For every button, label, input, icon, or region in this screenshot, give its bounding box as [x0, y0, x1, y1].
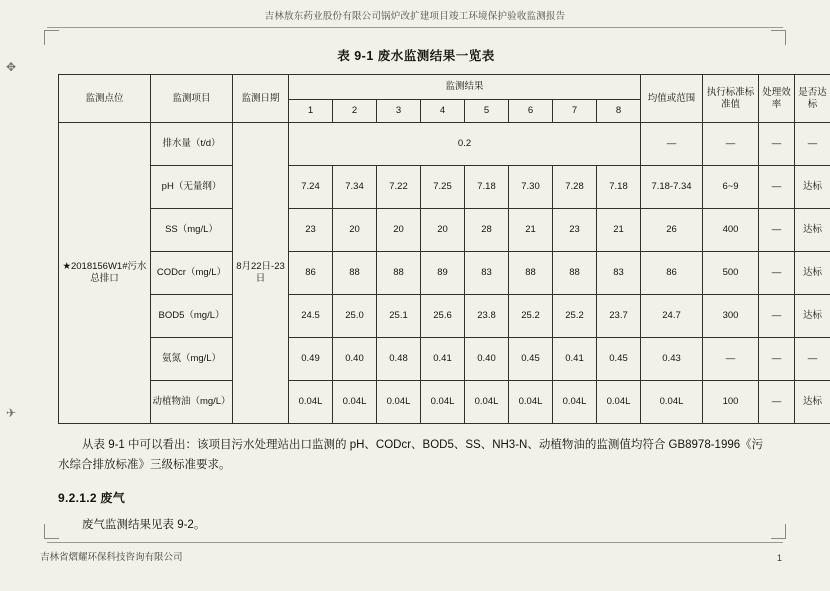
cell-result: 23.7 — [597, 295, 641, 338]
table-row — [59, 295, 830, 338]
cell-result: 25.6 — [421, 295, 465, 338]
cell-compliance: — — [795, 338, 830, 381]
header-standard: 执行标准标准值 — [703, 75, 759, 123]
cell-efficiency: — — [759, 166, 795, 209]
cell-mean: 24.7 — [641, 295, 703, 338]
cell-item: 氨氮（mg/L） — [151, 338, 233, 381]
cell-result: 0.45 — [509, 338, 553, 381]
cell-result: 23 — [553, 209, 597, 252]
cell-result: 24.5 — [289, 295, 333, 338]
cell-result: 25.1 — [377, 295, 421, 338]
cell-result: 0.49 — [289, 338, 333, 381]
table-title: 表 9-1 废水监测结果一览表 — [337, 49, 495, 63]
running-header: 吉林敖东药业股份有限公司锅炉改扩建项目竣工环境保护验收监测报告 — [264, 11, 566, 22]
cell-result: 0.04L — [553, 381, 597, 424]
table-row — [59, 209, 830, 252]
header-result-col: 8 — [597, 100, 641, 123]
cell-result: 20 — [421, 209, 465, 252]
header-result-col: 1 — [289, 100, 333, 123]
cell-item: CODcr（mg/L） — [151, 252, 233, 295]
cell-standard: 300 — [703, 295, 759, 338]
cell-result: 25.0 — [333, 295, 377, 338]
header-divider — [47, 27, 783, 28]
cell-result: 7.28 — [553, 166, 597, 209]
wastewater-monitoring-table — [58, 74, 830, 424]
cell-standard: 400 — [703, 209, 759, 252]
cell-result: 0.41 — [421, 338, 465, 381]
table-row — [59, 381, 830, 424]
table-row — [59, 252, 830, 295]
cell-mean: 0.43 — [641, 338, 703, 381]
crop-mark-top-left — [44, 30, 59, 45]
cell-result: 7.22 — [377, 166, 421, 209]
footer-page-number: 1 — [776, 553, 782, 563]
cell-site: ★2018156W1#污水总排口 — [59, 123, 151, 424]
cell-mean: 86 — [641, 252, 703, 295]
cell-result: 0.04L — [333, 381, 377, 424]
cell-merged-result: 0.2 — [289, 123, 641, 166]
cell-result: 0.41 — [553, 338, 597, 381]
cell-efficiency: — — [759, 209, 795, 252]
cell-compliance: 达标 — [795, 295, 830, 338]
header-result-col: 3 — [377, 100, 421, 123]
cell-standard: 500 — [703, 252, 759, 295]
cell-result: 0.04L — [289, 381, 333, 424]
cell-result: 0.04L — [465, 381, 509, 424]
footer-divider — [47, 542, 783, 543]
table-header-row-1 — [59, 75, 830, 100]
cell-result: 88 — [509, 252, 553, 295]
cell-date: 8月22日-23日 — [233, 123, 289, 424]
cell-item: 排水量（t/d） — [151, 123, 233, 166]
cell-result: 88 — [333, 252, 377, 295]
header-compliance: 是否达标 — [795, 75, 830, 123]
header-mean-range: 均值或范围 — [641, 75, 703, 123]
header-site: 监测点位 — [59, 75, 151, 123]
cell-efficiency: — — [759, 123, 795, 166]
cell-result: 23 — [289, 209, 333, 252]
header-result-col: 2 — [333, 100, 377, 123]
cell-result: 7.25 — [421, 166, 465, 209]
table-row — [59, 166, 830, 209]
cell-compliance: 达标 — [795, 166, 830, 209]
cell-result: 21 — [509, 209, 553, 252]
header-item: 监测项目 — [151, 75, 233, 123]
cell-result: 23.8 — [465, 295, 509, 338]
crop-mark-bottom-left — [44, 524, 59, 539]
header-result-col: 6 — [509, 100, 553, 123]
header-result-col: 7 — [553, 100, 597, 123]
header-results-group: 监测结果 — [289, 75, 641, 100]
cell-item: BOD5（mg/L） — [151, 295, 233, 338]
page-content — [58, 46, 827, 532]
cell-standard: 6~9 — [703, 166, 759, 209]
paragraph-reference: 废气监测结果见表 9-2。 — [82, 519, 206, 532]
crop-mark-top-right — [771, 30, 786, 45]
cell-result: 25.2 — [509, 295, 553, 338]
cell-efficiency: — — [759, 252, 795, 295]
page-decoration-icon: ✈ — [6, 406, 17, 420]
header-result-col: 5 — [465, 100, 509, 123]
cell-result: 7.30 — [509, 166, 553, 209]
cell-result: 86 — [289, 252, 333, 295]
cell-result: 0.04L — [421, 381, 465, 424]
table-row — [59, 338, 830, 381]
cell-item: SS（mg/L） — [151, 209, 233, 252]
cell-result: 0.45 — [597, 338, 641, 381]
cell-mean: 26 — [641, 209, 703, 252]
header-date: 监测日期 — [233, 75, 289, 123]
table-row — [59, 123, 830, 166]
cell-result: 20 — [333, 209, 377, 252]
cell-result: 7.18 — [597, 166, 641, 209]
cell-efficiency: — — [759, 381, 795, 424]
cell-result: 7.24 — [289, 166, 333, 209]
footer-company: 吉林省熠耀环保科技咨询有限公司 — [40, 552, 183, 563]
header-efficiency: 处理效率 — [759, 75, 795, 123]
section-heading: 9.2.1.2 废气 — [58, 491, 126, 506]
cell-result: 20 — [377, 209, 421, 252]
cell-result: 7.18 — [465, 166, 509, 209]
cell-mean: 0.04L — [641, 381, 703, 424]
cell-result: 89 — [421, 252, 465, 295]
cell-mean: 7.18-7.34 — [641, 166, 703, 209]
cell-item: 动植物油（mg/L） — [151, 381, 233, 424]
header-result-col: 4 — [421, 100, 465, 123]
cell-result: 7.34 — [333, 166, 377, 209]
page-decoration-icon: ✥ — [6, 60, 17, 74]
cell-result: 25.2 — [553, 295, 597, 338]
cell-result: 88 — [553, 252, 597, 295]
cell-result: 0.40 — [465, 338, 509, 381]
cell-compliance: — — [795, 123, 830, 166]
cell-result: 0.04L — [509, 381, 553, 424]
cell-compliance: 达标 — [795, 252, 830, 295]
cell-efficiency: — — [759, 295, 795, 338]
cell-compliance: 达标 — [795, 381, 830, 424]
cell-result: 0.04L — [377, 381, 421, 424]
cell-result: 21 — [597, 209, 641, 252]
cell-standard: — — [703, 123, 759, 166]
cell-standard: 100 — [703, 381, 759, 424]
cell-mean: — — [641, 123, 703, 166]
cell-result: 28 — [465, 209, 509, 252]
cell-efficiency: — — [759, 338, 795, 381]
cell-result: 0.04L — [597, 381, 641, 424]
cell-result: 83 — [465, 252, 509, 295]
cell-standard: — — [703, 338, 759, 381]
paragraph-conclusion: 从表 9-1 中可以看出：该项目污水处理站出口监测的 pH、CODcr、BOD5、SS、NH3-N、动植物油的监测值均符合 GB8978-1996《污水综合排放标准》三级标准要求。 — [58, 439, 764, 471]
cell-result: 88 — [377, 252, 421, 295]
cell-result: 0.40 — [333, 338, 377, 381]
cell-result: 83 — [597, 252, 641, 295]
cell-compliance: 达标 — [795, 209, 830, 252]
cell-result: 0.48 — [377, 338, 421, 381]
cell-item: pH（无量纲） — [151, 166, 233, 209]
